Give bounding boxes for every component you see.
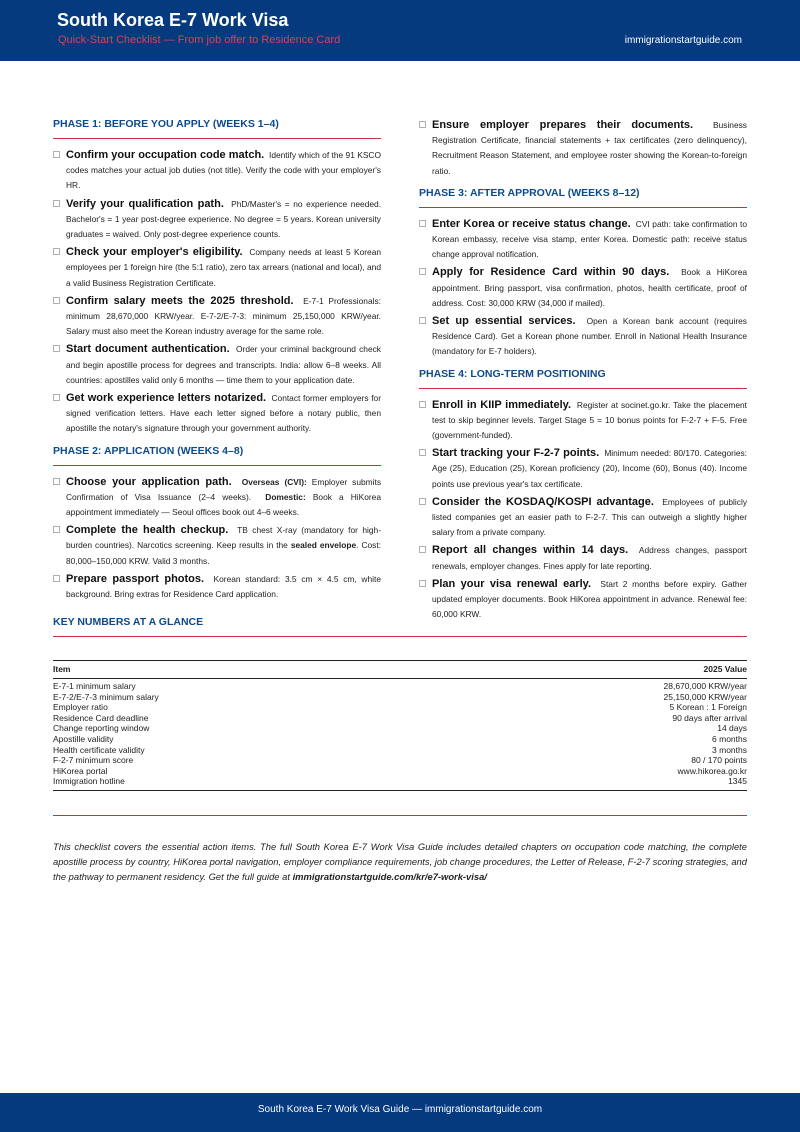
item-text: Business Registration Certificate, financial statements + tax certificates (zero delinquency), Recruitment Reason Statement, and employee roster showing the Korean-to-foreign ratio. — [432, 120, 747, 176]
item-text: Employees of publicly listed companies get an easier path to F-2-7. This can outweigh a slightly higher salary from a private company. — [432, 496, 748, 538]
item-lead: Verify your qualification path. — [66, 197, 224, 210]
row-value: 6 months — [712, 733, 747, 744]
table-row — [53, 776, 747, 790]
item-lead: Complete the health checkup. — [66, 524, 229, 537]
row-value: 3 months — [712, 744, 747, 755]
table-row — [53, 723, 747, 734]
table-row — [53, 745, 747, 756]
page-title: South Korea E-7 Work Visa — [57, 10, 289, 30]
phase-3-heading: PHASE 3: AFTER APPROVAL (WEEKS 8–12) — [419, 187, 747, 208]
checklist-item — [419, 217, 747, 263]
checklist-item — [53, 475, 381, 521]
page-header — [0, 0, 800, 61]
table-row — [53, 734, 747, 745]
item-lead: Enroll in KIIP immediately. — [432, 398, 571, 411]
checklist-item — [53, 391, 381, 437]
checkbox-icon[interactable] — [53, 345, 60, 352]
item-lead: Set up essential services. — [432, 315, 576, 328]
checklist-item — [53, 342, 381, 388]
item-lead: Choose your application path. — [66, 475, 232, 488]
left-column — [53, 118, 381, 605]
row-value[interactable]: www.hikorea.go.kr — [677, 765, 747, 776]
row-value: 14 days — [717, 723, 747, 734]
item-text: Register at socinet.go.kr. Take the placement test to skip beginner levels. Target Stage 5 = 10 bonus points for F-2-7 + F-5. Free (government-funded). — [432, 399, 747, 441]
row-value: 80 / 170 points — [691, 755, 747, 766]
checkbox-icon[interactable] — [419, 546, 426, 553]
page-footer: South Korea E-7 Work Visa Guide — immigrationstartguide.com — [0, 1093, 800, 1132]
guide-link[interactable]: immigrationstartguide.com/kr/e7-work-visa/ — [292, 871, 487, 883]
header-site-link[interactable]: immigrationstartguide.com — [624, 35, 742, 46]
table-row — [53, 713, 747, 724]
item-lead: Ensure employer prepares their documents. — [432, 119, 694, 131]
checkbox-icon[interactable] — [419, 580, 426, 587]
item-text: Employer submits Confirmation of Visa Issuance (2–4 weeks). — [66, 476, 382, 502]
checklist-item — [419, 495, 747, 541]
key-numbers-table — [53, 660, 747, 791]
item-text: Start 2 months before expiry. Gather updated employer documents. Book HiKorea appointment in advance. Renewal fee: 60,000 KRW. — [432, 578, 747, 620]
item-lead: Check your employer's eligibility. — [66, 246, 243, 259]
page-subtitle: Quick-Start Checklist — From job offer to Residence Card — [58, 34, 341, 46]
row-item: Employer ratio — [53, 702, 108, 713]
checklist-item — [53, 523, 381, 569]
item-text: Order your criminal background check and begin apostille process for degrees and transcripts. India: allow 6–8 weeks. All countries: apostilles valid only 6 months — time them to your application date. — [66, 344, 381, 385]
checkbox-icon[interactable] — [419, 317, 426, 324]
row-item: E-7-1 minimum salary — [53, 681, 136, 691]
item-lead: Start document authentication. — [66, 343, 230, 356]
item-text: Contact former employers for signed verification letters. Have each letter signed before a notary public, then apostille the notary's signature through your government authority. — [66, 393, 381, 434]
item-text: Open a Korean bank account (requires Residence Card). Get a Korean phone number. Enroll in National Health Insurance (mandatory for E-7 holders). — [432, 316, 747, 357]
item-text: E-7-1 Professionals: minimum 28,670,000 KRW/year. E-7-2/E-7-3: minimum 25,150,000 KRW/year. Salary must also meet the Korean industry average for the same role. — [66, 295, 381, 337]
checkbox-icon[interactable] — [53, 297, 60, 304]
key-numbers-heading: KEY NUMBERS AT A GLANCE — [53, 616, 747, 637]
checklist-item — [53, 572, 381, 602]
row-item: Apostille validity — [53, 733, 114, 744]
checklist-item — [53, 197, 381, 243]
table-row — [53, 755, 747, 766]
checklist-item — [419, 265, 747, 311]
item-label: Domestic: — [265, 491, 306, 502]
checkbox-icon[interactable] — [419, 268, 426, 275]
checklist-item — [419, 398, 747, 444]
item-text: Identify which of the 91 KSCO codes matches your actual job duties (not title). Verify the code with your employer's HR. — [66, 150, 381, 191]
row-value: 25,150,000 KRW/year — [663, 691, 747, 702]
checkbox-icon[interactable] — [419, 220, 426, 227]
checkbox-icon[interactable] — [419, 449, 426, 456]
table-row — [53, 679, 747, 692]
row-value: 5 Korean : 1 Foreign — [669, 702, 747, 713]
item-text: PhD/Master's = no experience needed. Bachelor's = 1 year post-degree experience. No degree = 5 years. Korean university graduates = waived. Only post-degree experience counts. — [66, 198, 382, 240]
checkbox-icon[interactable] — [53, 248, 60, 255]
row-item: HiKorea portal — [53, 765, 108, 776]
checkbox-icon[interactable] — [419, 121, 426, 128]
item-lead: Confirm your occupation code match. — [66, 149, 265, 161]
checkbox-icon[interactable] — [53, 200, 60, 207]
item-text: Minimum needed: 80/170. Categories: Age (25), Education (25), Korean proficiency (20), Income (60), Bonus (40). Income points use previous year's tax certificate. — [432, 448, 748, 489]
row-value: 1345 — [441, 776, 747, 790]
checklist-item — [419, 314, 747, 360]
checklist-item — [419, 543, 747, 573]
row-item: Health certificate validity — [53, 744, 145, 755]
item-label: Overseas (CVI): — [241, 476, 307, 487]
item-text: Address changes, passport renewals, employer changes. Fines apply for late reporting. — [432, 545, 747, 571]
section-divider — [53, 815, 747, 816]
closing-note — [53, 839, 747, 885]
row-value: 28,670,000 KRW/year — [663, 681, 747, 691]
note-text: This checklist covers the essential action items. The full South Korea E-7 Work Visa Guide includes detailed chapters on occupation code matching, the complete apostille process by country, HiKorea portal navigation, employer compliance requirements, job change procedures, the Letter of Release, F-2-7 scoring strategies, and the pathway to permanent residency. Get the full guide at — [53, 841, 747, 883]
item-text: CVI path: take confirmation to Korean embassy, receive visa stamp, enter Korea. Domestic path: receive status change approval notification. — [432, 218, 748, 260]
table-header-row — [53, 661, 747, 679]
item-lead: Report all changes within 14 days. — [432, 544, 629, 557]
checklist-item — [53, 148, 381, 194]
table-row — [53, 702, 747, 713]
column-header-value: 2025 Value — [441, 661, 747, 679]
item-text: Book a HiKorea appointment immediately — Seoul offices book out 4–6 weeks. — [66, 491, 381, 518]
item-text: TB chest X-ray (mandatory for high-burden countries). Narcotics screening. Keep results in the — [66, 525, 381, 551]
table-row — [53, 692, 747, 703]
row-item: Change reporting window — [53, 723, 150, 734]
phase-1-heading: PHASE 1: BEFORE YOU APPLY (WEEKS 1–4) — [53, 118, 381, 139]
item-text: Company needs at least 5 Korean employees per 1 foreign hire (the 5:1 ratio), zero tax arrears (national and local), and a valid Business Registration Certificate. — [66, 247, 382, 288]
item-lead: Start tracking your F-2-7 points. — [432, 447, 600, 460]
item-lead: Enter Korea or receive status change. — [432, 217, 631, 230]
table-row — [53, 766, 747, 777]
checkbox-icon[interactable] — [53, 575, 60, 582]
row-item: Immigration hotline — [53, 776, 441, 790]
item-emphasis: sealed envelope — [290, 540, 357, 551]
column-header-item: Item — [53, 661, 441, 679]
item-lead: Confirm salary meets the 2025 threshold. — [66, 294, 294, 307]
checklist-item — [419, 446, 747, 492]
right-column — [419, 118, 747, 625]
checklist-item — [53, 294, 381, 340]
item-lead: Plan your visa renewal early. — [432, 577, 592, 590]
checklist-item — [53, 245, 381, 291]
item-text: . Cost: 80,000–150,000 KRW. Valid 3 months. — [66, 540, 381, 566]
item-lead: Get work experience letters notarized. — [66, 392, 267, 405]
checkbox-icon[interactable] — [53, 526, 60, 533]
item-lead: Apply for Residence Card within 90 days. — [432, 266, 670, 279]
phase-4-heading: PHASE 4: LONG-TERM POSITIONING — [419, 368, 747, 389]
checkbox-icon[interactable] — [419, 401, 426, 408]
checklist-item — [419, 118, 747, 179]
item-text: Korean standard: 3.5 cm × 4.5 cm, white background. Bring extras for Residence Card application. — [66, 573, 381, 600]
row-value: 90 days after arrival — [672, 712, 747, 723]
item-text: Book a HiKorea appointment. Bring passport, visa confirmation, photos, health certificate, proof of address. Cost: 30,000 KRW (34,000 if mailed). — [432, 267, 748, 308]
phase-2-heading: PHASE 2: APPLICATION (WEEKS 4–8) — [53, 445, 381, 466]
item-lead: Consider the KOSDAQ/KOSPI advantage. — [432, 495, 654, 508]
checkbox-icon[interactable] — [53, 151, 60, 158]
row-item: E-7-2/E-7-3 minimum salary — [53, 691, 159, 702]
row-item: F-2-7 minimum score — [53, 755, 134, 766]
checkbox-icon[interactable] — [53, 394, 60, 401]
checkbox-icon[interactable] — [53, 478, 60, 485]
checkbox-icon[interactable] — [419, 498, 426, 505]
row-item: Residence Card deadline — [53, 712, 149, 723]
item-lead: Prepare passport photos. — [66, 572, 205, 585]
